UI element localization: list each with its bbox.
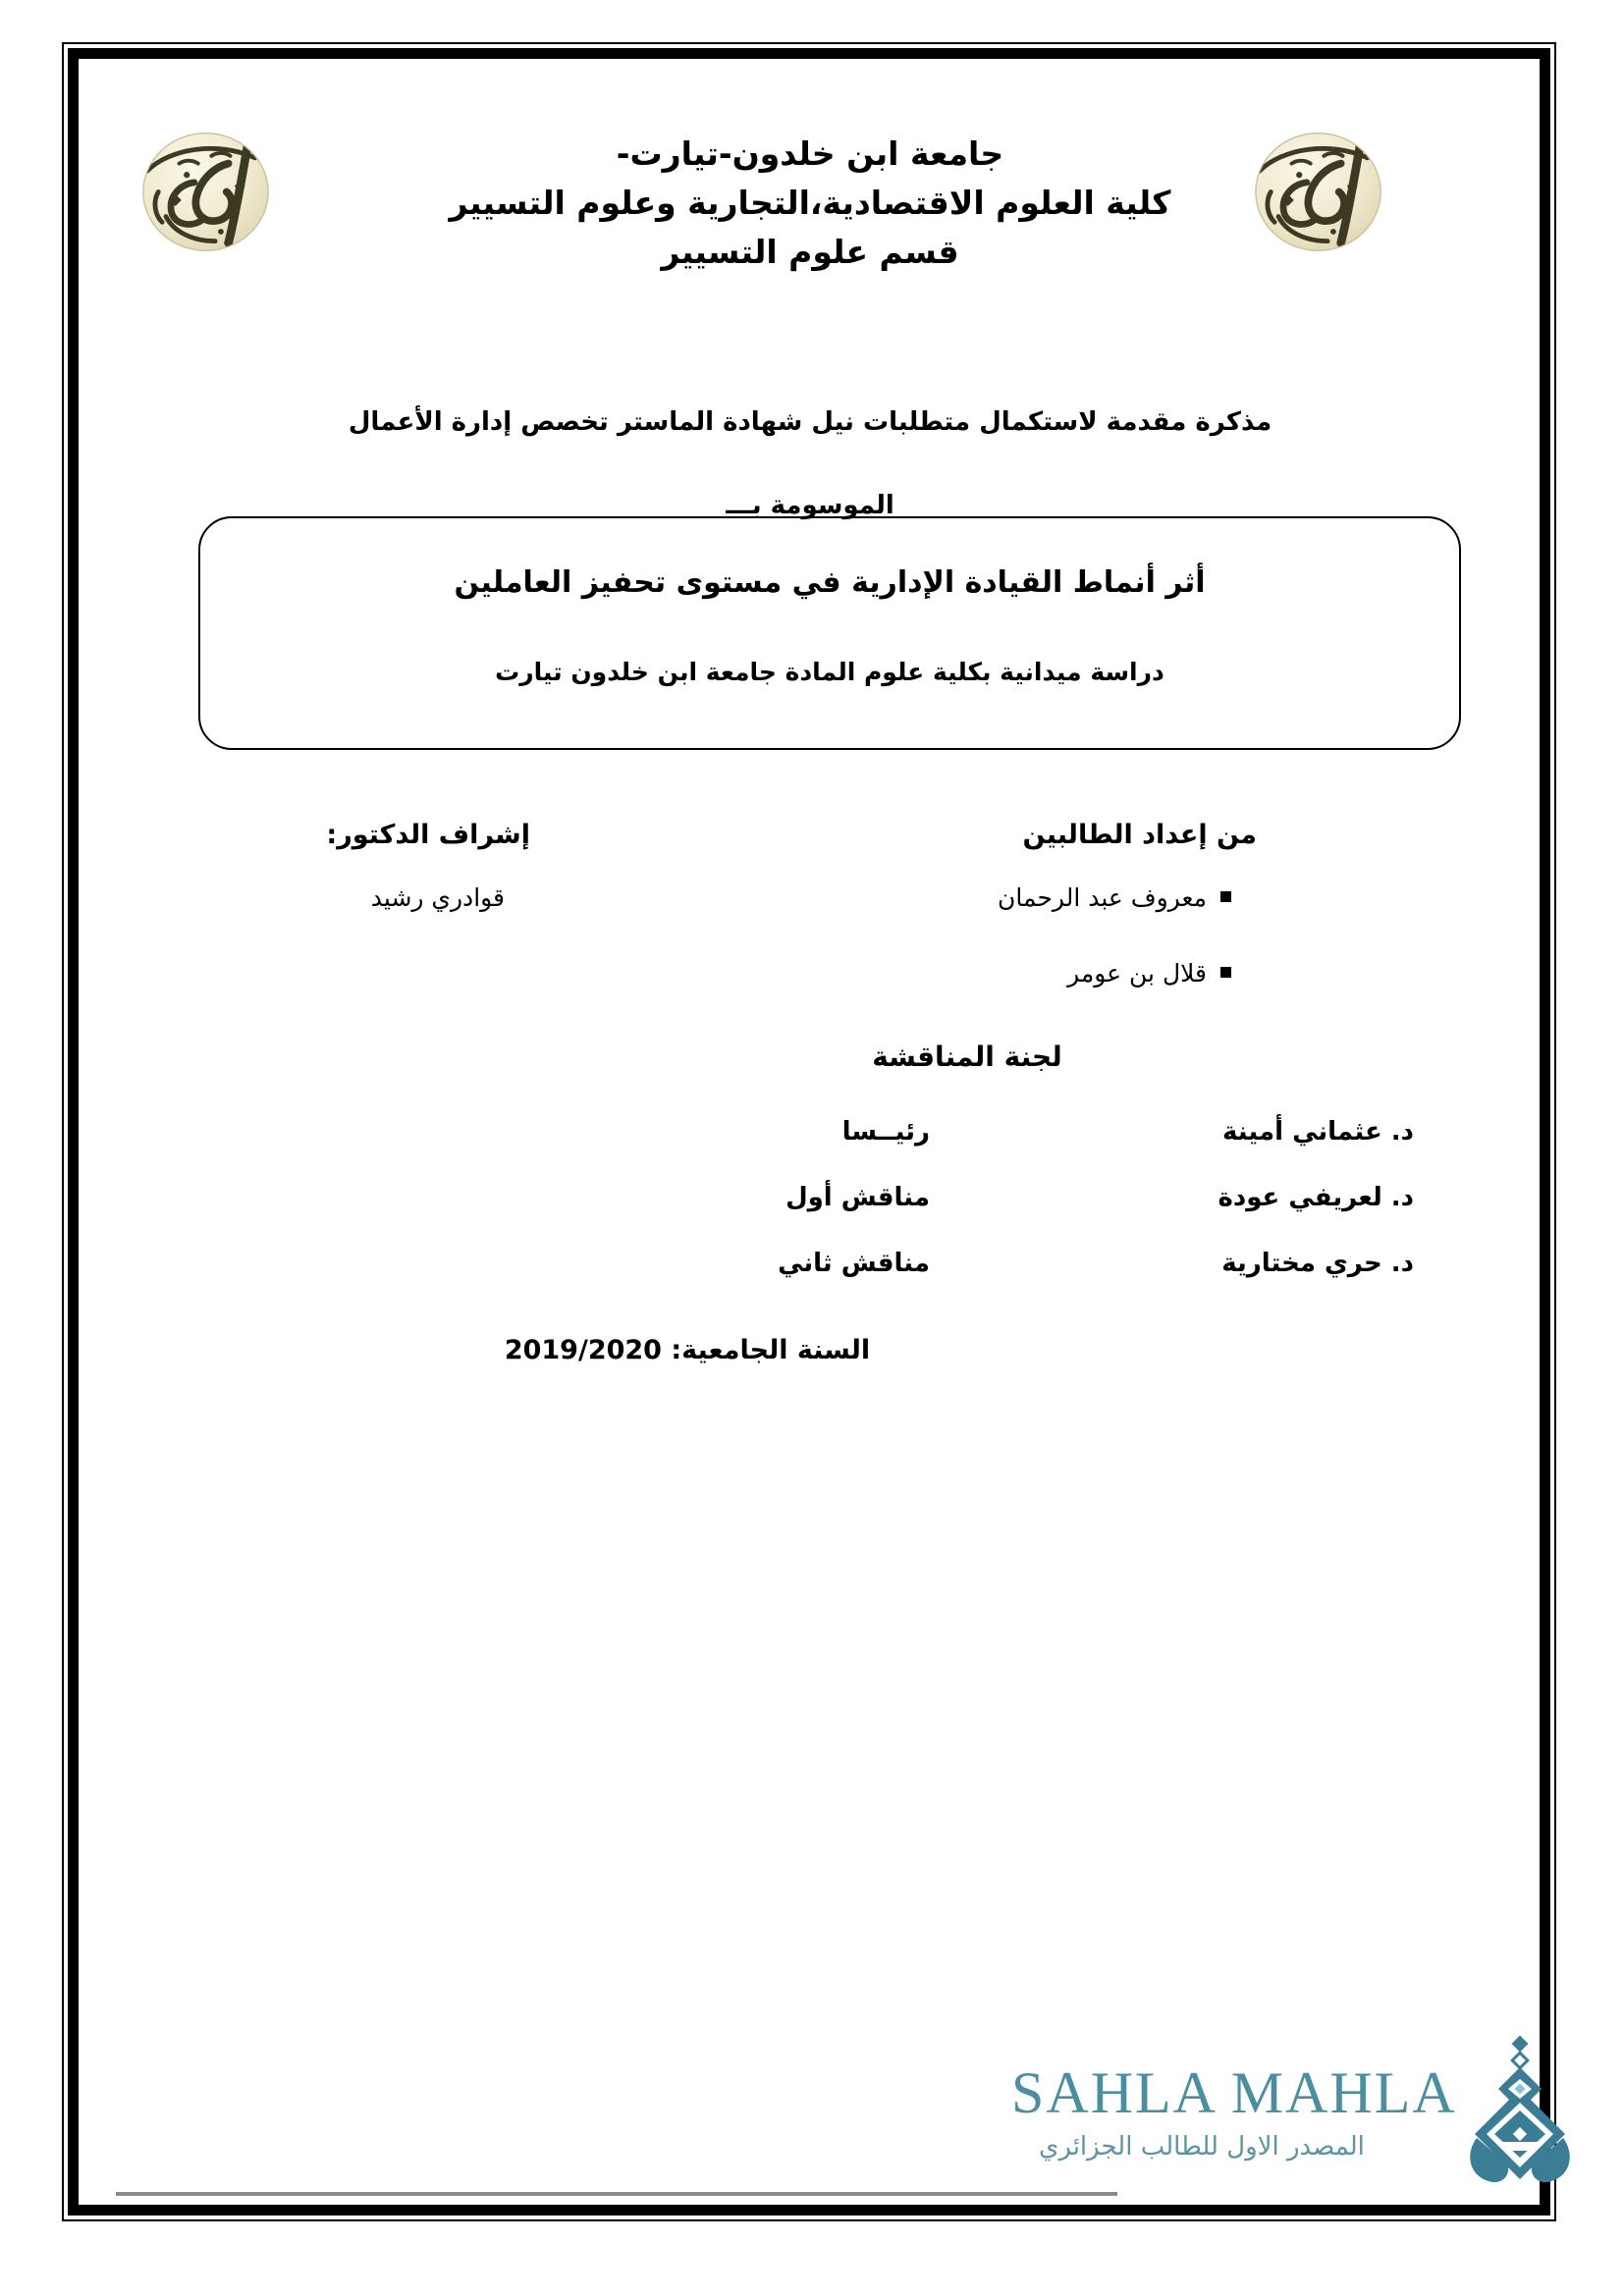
committee-member-name: د. عثماني أمينة xyxy=(1222,1117,1414,1147)
university-name: جامعة ابن خلدون-تيارت- xyxy=(616,134,1004,173)
academic-year: السنة الجامعية: 2019/2020 xyxy=(504,1335,871,1365)
thesis-title: أثر أنماط القيادة الإدارية في مستوى تحفيز العاملين xyxy=(454,565,1206,600)
degree-statement-block xyxy=(137,404,1483,520)
thesis-title-box xyxy=(198,516,1461,750)
supervisor-column xyxy=(226,820,697,912)
watermark-tagline: المصدر الاول للطالب الجزائري xyxy=(1039,2132,1365,2162)
entitled-label: الموسومة بـــ xyxy=(726,491,894,521)
committee-list xyxy=(206,1117,1473,1314)
committee-member-name: د. لعريفي عودة xyxy=(1218,1183,1414,1212)
student-item xyxy=(893,959,1404,988)
student-name: قلال بن عومر xyxy=(1067,959,1207,988)
watermark-brand: SAHLA MAHLA xyxy=(1011,2060,1457,2125)
square-bullet-icon xyxy=(1220,967,1231,978)
university-logo-left xyxy=(130,126,282,258)
committee-member-role: مناقش ثاني xyxy=(778,1249,930,1278)
supervisor-name: قوادري رشيد xyxy=(370,883,505,912)
thesis-subtitle: دراسة ميدانية بكلية علوم المادة جامعة ابن خلدون تيارت xyxy=(495,658,1164,686)
committee-row xyxy=(206,1117,1473,1183)
committee-row xyxy=(206,1183,1473,1249)
degree-statement: مذكرة مقدمة لاستكمال متطلبات نيل شهادة الماستر تخصص إدارة الأعمال xyxy=(348,407,1272,437)
students-column xyxy=(893,820,1404,1035)
institution-header xyxy=(295,130,1326,277)
committee-heading: لجنة المناقشة xyxy=(872,1041,1062,1073)
page-content xyxy=(79,59,1540,2205)
committee-member-role: مناقش أول xyxy=(785,1183,930,1212)
department-name: قسم علوم التسيير xyxy=(661,233,959,272)
committee-row xyxy=(206,1249,1473,1314)
watermark-rule xyxy=(116,2192,1117,2196)
square-bullet-icon xyxy=(1220,891,1231,902)
committee-member-role: رئيــسا xyxy=(841,1117,930,1147)
students-heading: من إعداد الطالبين xyxy=(1022,820,1257,850)
student-name: معروف عبد الرحمان xyxy=(998,883,1207,912)
supervisor-heading: إشراف الدكتور: xyxy=(326,820,530,850)
committee-member-name: د. حري مختارية xyxy=(1221,1249,1414,1278)
student-item xyxy=(893,883,1404,912)
faculty-name: كلية العلوم الاقتصادية،التجارية وعلوم التسيير xyxy=(449,184,1171,223)
